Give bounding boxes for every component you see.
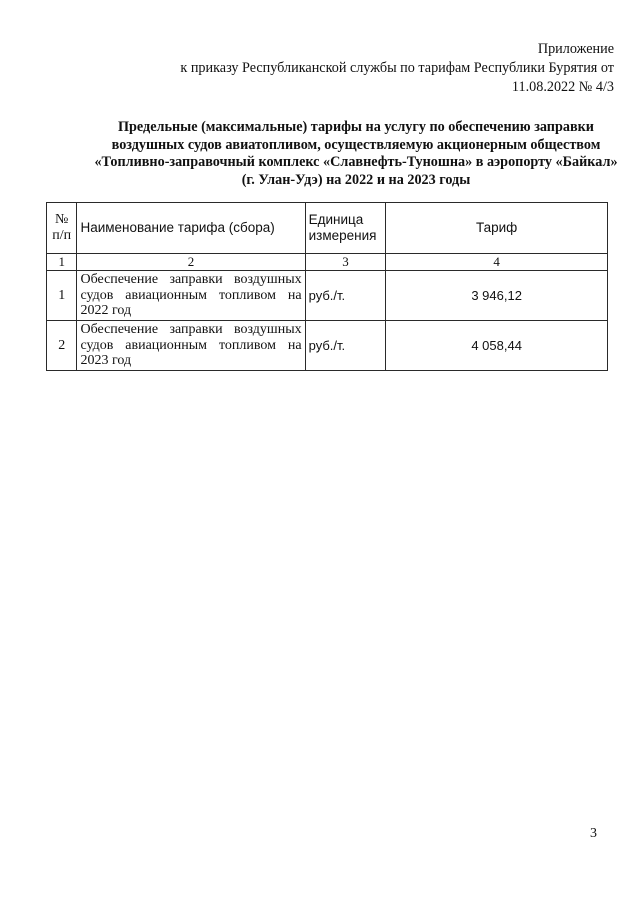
column-number: 2 [77,254,305,271]
header-name: Наименование тарифа (сбора) [77,203,305,254]
appendix-label: Приложение [537,41,614,57]
appendix-order-reference: к приказу Республиканской службы по тарифам Республики Бурятия от [180,60,614,76]
table-header-row [47,203,608,254]
row-name: Обеспечение заправки воздушных судов авиационным топливом на 2023 год [77,321,305,371]
page-number: 3 [590,826,597,841]
column-number: 1 [47,254,77,271]
column-number: 4 [386,254,608,271]
row-unit: руб./т. [305,321,386,371]
header-tariff: Тариф [386,203,608,254]
table-row [47,321,608,371]
header-num: № п/п [47,203,77,254]
header-unit: Единица измерения [305,203,386,254]
table-row [47,271,608,321]
column-number: 3 [305,254,386,271]
tariff-table [46,202,608,371]
appendix-header [94,40,614,97]
row-name: Обеспечение заправки воздушных судов авиационным топливом на 2022 год [77,271,305,321]
row-tariff: 3 946,12 [386,271,608,321]
row-tariff: 4 058,44 [386,321,608,371]
document-title: Предельные (максимальные) тарифы на услугу по обеспечению заправки воздушных судов авиатопливом, осуществляемую акционерным обществом «Топливно-заправочный комплекс «Славнефть-Туношна» в аэропорту «Байкал» (г. Улан-Удэ) на 2022 и на 2023 годы [94,119,618,188]
column-number-row [47,254,608,271]
row-unit: руб./т. [305,271,386,321]
row-num: 2 [47,321,77,371]
appendix-order-date-number: 11.08.2022 № 4/3 [511,79,614,95]
row-num: 1 [47,271,77,321]
